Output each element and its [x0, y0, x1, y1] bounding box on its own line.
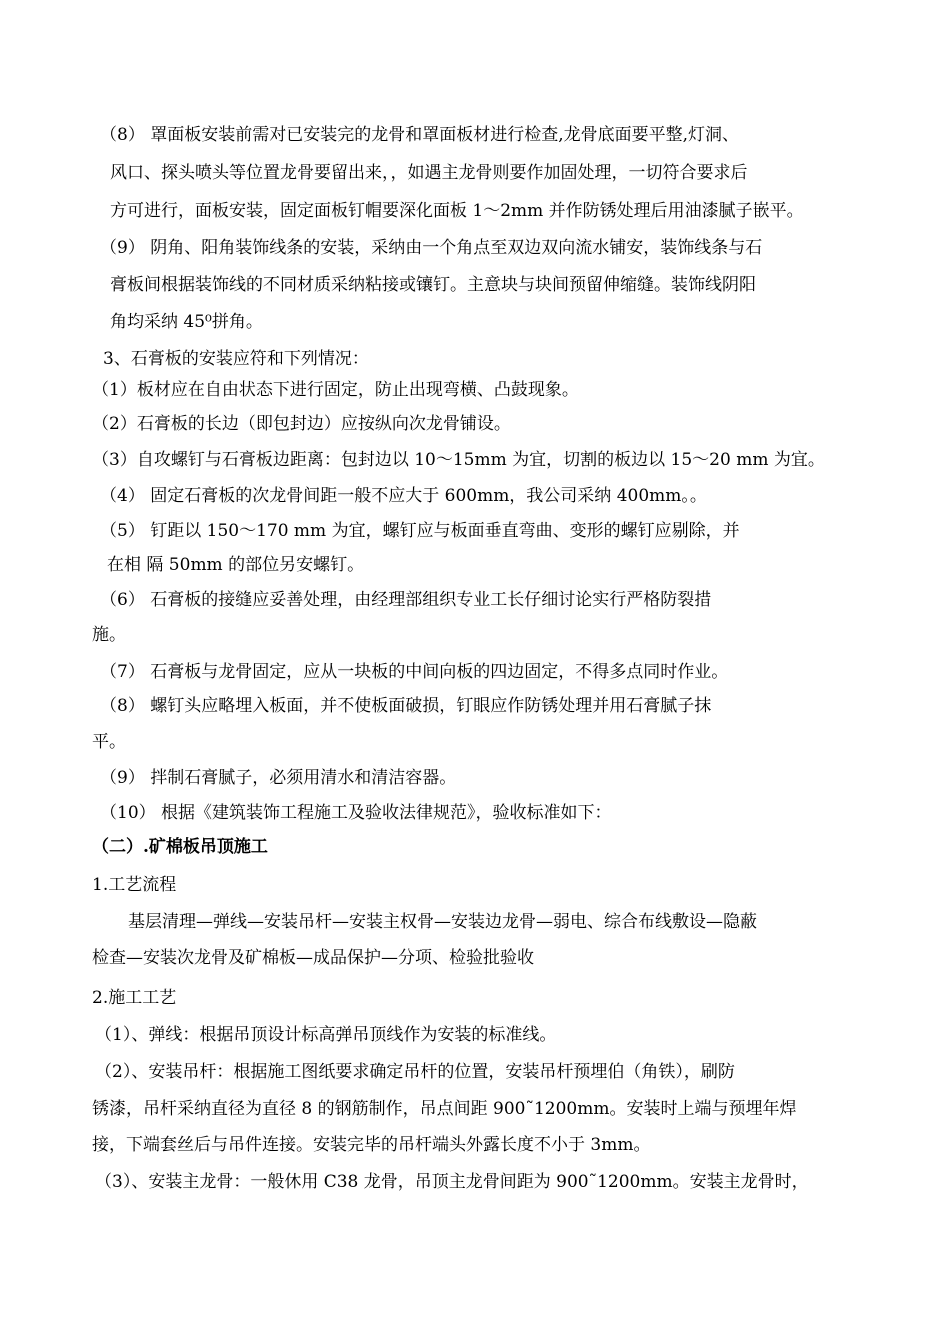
text-line: 角均采纳 45⁰拼角。: [110, 312, 263, 332]
chapter-heading: （二）.矿棉板吊顶施工: [92, 837, 268, 857]
section-heading: 1.工艺流程: [92, 875, 177, 895]
text-line: （9） 拌制石膏腻子，必须用清水和清洁容器。: [100, 768, 457, 788]
text-line: 基层清理—弹线—安装吊杆—安装主权骨—安装边龙骨—弱电、综合布线敷设—隐蔽: [128, 912, 757, 932]
text-line: （3）自攻螺钉与石膏板边距离：包封边以 10～15mm 为宜，切割的板边以 15～20 mm 为宜。: [92, 450, 825, 470]
text-line: （2）石膏板的长边（即包封边）应按纵向次龙骨铺设。: [92, 414, 511, 434]
text-line: 方可进行，面板安装，固定面板钉帽要深化面板 1～2mm 并作防锈处理后用油漆腻子嵌平。: [110, 201, 804, 221]
text-line: （5） 钉距以 150～170 mm 为宜，螺钉应与板面垂直弯曲、变形的螺钉应剔除，并: [100, 521, 740, 541]
text-line: （8） 罩面板安装前需对已安装完的龙骨和罩面板材进行检查,龙骨底面要平整,灯洞、: [100, 125, 740, 145]
text-line: 接，下端套丝后与吊件连接。安装完毕的吊杆端头外露长度不小于 3mm。: [92, 1135, 651, 1155]
text-line: （7） 石膏板与龙骨固定，应从一块板的中间向板的四边固定，不得多点同时作业。: [100, 662, 729, 682]
text-line: （2）、安装吊杆：根据施工图纸要求确定吊杆的位置，安装吊杆预埋伯（角铁），刷防: [95, 1062, 735, 1082]
text-line: （6） 石膏板的接缝应妥善处理，由经理部组织专业工长仔细讨论实行严格防裂措: [100, 590, 712, 610]
text-line: （4） 固定石膏板的次龙骨间距一般不应大于 600mm，我公司采纳 400mm。。: [100, 486, 707, 506]
text-line: 锈漆，吊杆采纳直径为直径 8 的钢筋制作，吊点间距 900˜1200mm。安装时上端与预埋年焊: [92, 1099, 797, 1119]
text-line: 检查—安装次龙骨及矿棉板—成品保护—分项、检验批验收: [92, 948, 534, 968]
text-line: 施。: [92, 625, 126, 645]
text-line: 膏板间根据装饰线的不同材质采纳粘接或镶钉。主意块与块间预留伸缩缝。装饰线阴阳: [110, 275, 756, 295]
text-line: 平。: [92, 732, 126, 752]
section-heading: 3、石膏板的安装应符和下列情况：: [103, 349, 369, 369]
text-line: （10） 根据《建筑装饰工程施工及验收法律规范》，验收标准如下：: [100, 803, 612, 823]
text-line: 在相 隔 50mm 的部位另安螺钉。: [107, 555, 365, 575]
text-line: （8） 螺钉头应略埋入板面，并不使板面破损，钉眼应作防锈处理并用石膏腻子抹: [100, 696, 712, 716]
text-line: （9） 阴角、阳角装饰线条的安装，采纳由一个角点至双边双向流水铺安，装饰线条与石: [100, 238, 763, 258]
text-line: （1）板材应在自由状态下进行固定，防止出现弯横、凸鼓现象。: [92, 380, 579, 400]
text-line: （1）、弹线：根据吊顶设计标高弹吊顶线作为安装的标准线。: [95, 1025, 557, 1045]
text-line: 风口、探头喷头等位置龙骨要留出来，，如遇主龙骨则要作加固处理，一切符合要求后: [110, 163, 748, 183]
text-line: （3）、安装主龙骨：一般休用 C38 龙骨，吊顶主龙骨间距为 900˜1200mm。安装主龙骨时，: [95, 1172, 809, 1192]
section-heading: 2.施工工艺: [92, 988, 177, 1008]
